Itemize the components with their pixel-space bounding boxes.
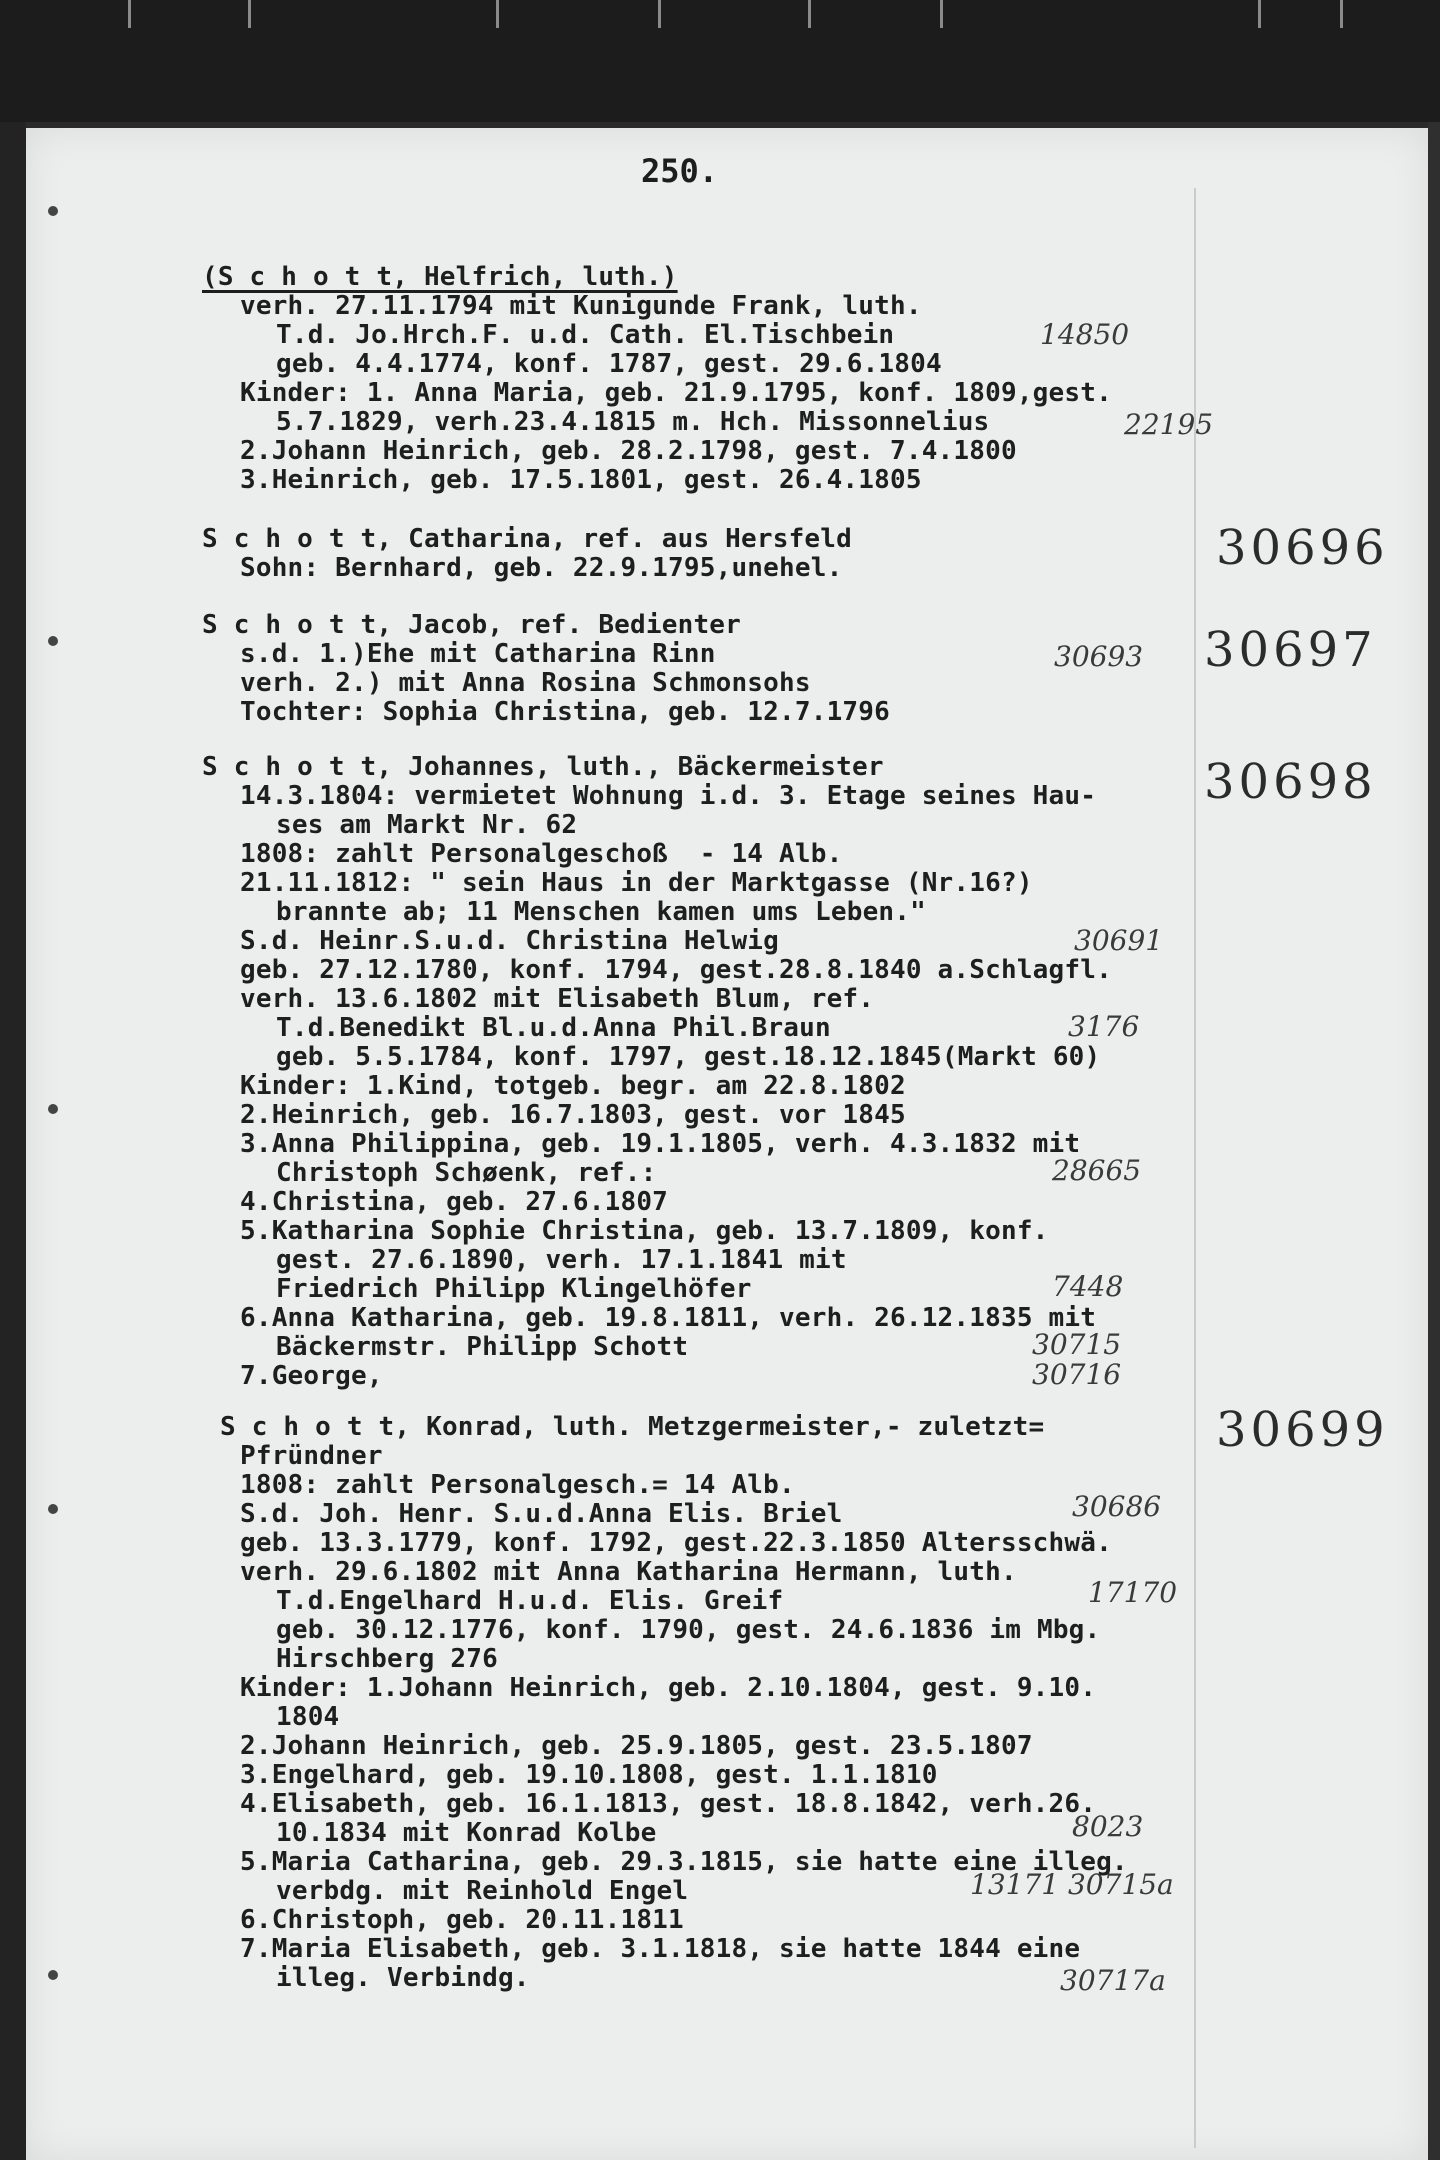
entry-line: S.d. Heinr.S.u.d. Christina Helwig [240, 926, 780, 956]
entry-line: T.d.Engelhard H.u.d. Elis. Greif [276, 1586, 784, 1616]
entry-line: Friedrich Philipp Klingelhöfer [276, 1274, 752, 1304]
handwritten-note: 30717a [1060, 1964, 1166, 1997]
entry-line: Kinder: 1.Johann Heinrich, geb. 2.10.1804, gest. 9.10. [240, 1673, 1097, 1703]
register-number-stamp: 30698 [1204, 754, 1377, 810]
entry-line: 2.Johann Heinrich, geb. 25.9.1805, gest. 23.5.1807 [240, 1731, 1033, 1761]
entry-line: Hirschberg 276 [276, 1644, 498, 1674]
film-mark [496, 0, 499, 28]
entry-line: verh. 13.6.1802 mit Elisabeth Blum, ref. [240, 984, 875, 1014]
entry-line: Bäckermstr. Philipp Schott [276, 1332, 689, 1362]
handwritten-note: 30693 [1054, 640, 1144, 673]
entry-line: 7.George, [240, 1361, 383, 1391]
handwritten-note: 30715 [1032, 1328, 1122, 1361]
film-border-right [1428, 122, 1440, 2160]
handwritten-note: 14850 [1040, 318, 1130, 351]
entry-line: geb. 27.12.1780, konf. 1794, gest.28.8.1840 a.Schlagfl. [240, 955, 1112, 985]
entry-line: 5.7.1829, verh.23.4.1815 m. Hch. Missonnelius [276, 407, 990, 437]
entry-line: 7.Maria Elisabeth, geb. 3.1.1818, sie hatte 1844 eine [240, 1934, 1081, 1964]
film-mark [248, 0, 251, 28]
film-mark [128, 0, 131, 28]
entry-line: Kinder: 1.Kind, totgeb. begr. am 22.8.1802 [240, 1071, 906, 1101]
entry-line: Sohn: Bernhard, geb. 22.9.1795,unehel. [240, 553, 843, 583]
entry-line: gest. 27.6.1890, verh. 17.1.1841 mit [276, 1245, 847, 1275]
entry-line: 1808: zahlt Personalgeschoß - 14 Alb. [240, 839, 843, 869]
entry-line: geb. 30.12.1776, konf. 1790, gest. 24.6.1836 im Mbg. [276, 1615, 1101, 1645]
entry-line: verh. 29.6.1802 mit Anna Katharina Hermann, luth. [240, 1557, 1017, 1587]
film-mark [1340, 0, 1343, 28]
handwritten-note: 30691 [1074, 924, 1164, 957]
handwritten-note: 3176 [1068, 1010, 1140, 1043]
handwritten-note: 30716 [1032, 1358, 1122, 1391]
register-number-stamp: 30697 [1204, 622, 1377, 678]
entry-line: s.d. 1.)Ehe mit Catharina Rinn [240, 639, 716, 669]
entry-line: geb. 4.4.1774, konf. 1787, gest. 29.6.1804 [276, 349, 942, 379]
entry-line: illeg. Verbindg. [276, 1963, 530, 1993]
entry-line: 4.Elisabeth, geb. 16.1.1813, gest. 18.8.1842, verh.26. [240, 1789, 1097, 1819]
entry-line: 6.Anna Katharina, geb. 19.8.1811, verh. 26.12.1835 mit [240, 1303, 1097, 1333]
entry-line: S c h o t t, Catharina, ref. aus Hersfeld [202, 524, 852, 554]
entry-line: 4.Christina, geb. 27.6.1807 [240, 1187, 669, 1217]
entry-line: T.d. Jo.Hrch.F. u.d. Cath. El.Tischbein [276, 320, 895, 350]
punch-hole [48, 1104, 58, 1114]
entry-line: T.d.Benedikt Bl.u.d.Anna Phil.Braun [276, 1013, 831, 1043]
entry-line: (S c h o t t, Helfrich, luth.) [202, 262, 678, 292]
entry-line: 1804 [276, 1702, 340, 1732]
entry-line: 5.Maria Catharina, geb. 29.3.1815, sie hatte eine illeg. [240, 1847, 1128, 1877]
film-mark [1258, 0, 1261, 28]
entry-line: S c h o t t, Jacob, ref. Bedienter [202, 610, 742, 640]
handwritten-note: 17170 [1088, 1576, 1178, 1609]
film-mark [658, 0, 661, 28]
entry-line: 3.Anna Philippina, geb. 19.1.1805, verh. 4.3.1832 mit [240, 1129, 1081, 1159]
entry-line: S.d. Joh. Henr. S.u.d.Anna Elis. Briel [240, 1499, 843, 1529]
handwritten-note: 7448 [1052, 1270, 1124, 1303]
punch-hole [48, 1970, 58, 1980]
entry-line: 2.Heinrich, geb. 16.7.1803, gest. vor 1845 [240, 1100, 906, 1130]
entry-line: geb. 5.5.1784, konf. 1797, gest.18.12.1845(Markt 60) [276, 1042, 1101, 1072]
entry-line: geb. 13.3.1779, konf. 1792, gest.22.3.1850 Altersschwä. [240, 1528, 1112, 1558]
entry-line: 2.Johann Heinrich, geb. 28.2.1798, gest. 7.4.1800 [240, 436, 1017, 466]
page-number: 250. [641, 152, 719, 190]
entry-line: verbdg. mit Reinhold Engel [276, 1876, 689, 1906]
handwritten-note: 8023 [1072, 1810, 1144, 1843]
handwritten-note: 13171 30715a [970, 1868, 1174, 1901]
punch-hole [48, 636, 58, 646]
film-mark [940, 0, 943, 28]
entry-line: 5.Katharina Sophie Christina, geb. 13.7.1809, konf. [240, 1216, 1049, 1246]
entry-line: Christoph Schøenk, ref.: [276, 1158, 657, 1188]
film-mark [808, 0, 811, 28]
punch-hole [48, 1504, 58, 1514]
handwritten-note: 30686 [1072, 1490, 1162, 1523]
entry-line: 10.1834 mit Konrad Kolbe [276, 1818, 657, 1848]
entry-line: verh. 27.11.1794 mit Kunigunde Frank, luth. [240, 291, 922, 321]
entry-line: 3.Heinrich, geb. 17.5.1801, gest. 26.4.1805 [240, 465, 922, 495]
entry-line: brannte ab; 11 Menschen kamen ums Leben." [276, 897, 926, 927]
handwritten-note: 28665 [1052, 1154, 1142, 1187]
film-border-top [0, 0, 1440, 122]
film-border-left [0, 122, 26, 2160]
entry-line: Tochter: Sophia Christina, geb. 12.7.1796 [240, 697, 890, 727]
entry-line: 1808: zahlt Personalgesch.= 14 Alb. [240, 1470, 795, 1500]
entry-line: 21.11.1812: " sein Haus in der Marktgasse (Nr.16?) [240, 868, 1033, 898]
entry-line: Pfründner [240, 1441, 383, 1471]
margin-rule [1194, 188, 1196, 2148]
entry-line: S c h o t t, Konrad, luth. Metzgermeister,- zuletzt= [220, 1412, 1045, 1442]
entry-line: 6.Christoph, geb. 20.11.1811 [240, 1905, 684, 1935]
punch-hole [48, 206, 58, 216]
entry-line: ses am Markt Nr. 62 [276, 810, 578, 840]
register-number-stamp: 30699 [1216, 1402, 1389, 1458]
entry-line: S c h o t t, Johannes, luth., Bäckermeister [202, 752, 884, 782]
entry-line: 14.3.1804: vermietet Wohnung i.d. 3. Etage seines Hau- [240, 781, 1097, 811]
typed-page [26, 128, 1428, 2160]
register-number-stamp: 30696 [1216, 520, 1389, 576]
handwritten-note: 22195 [1124, 408, 1214, 441]
entry-line: Kinder: 1. Anna Maria, geb. 21.9.1795, konf. 1809,gest. [240, 378, 1112, 408]
entry-line: 3.Engelhard, geb. 19.10.1808, gest. 1.1.1810 [240, 1760, 938, 1790]
entry-line: verh. 2.) mit Anna Rosina Schmonsohs [240, 668, 811, 698]
